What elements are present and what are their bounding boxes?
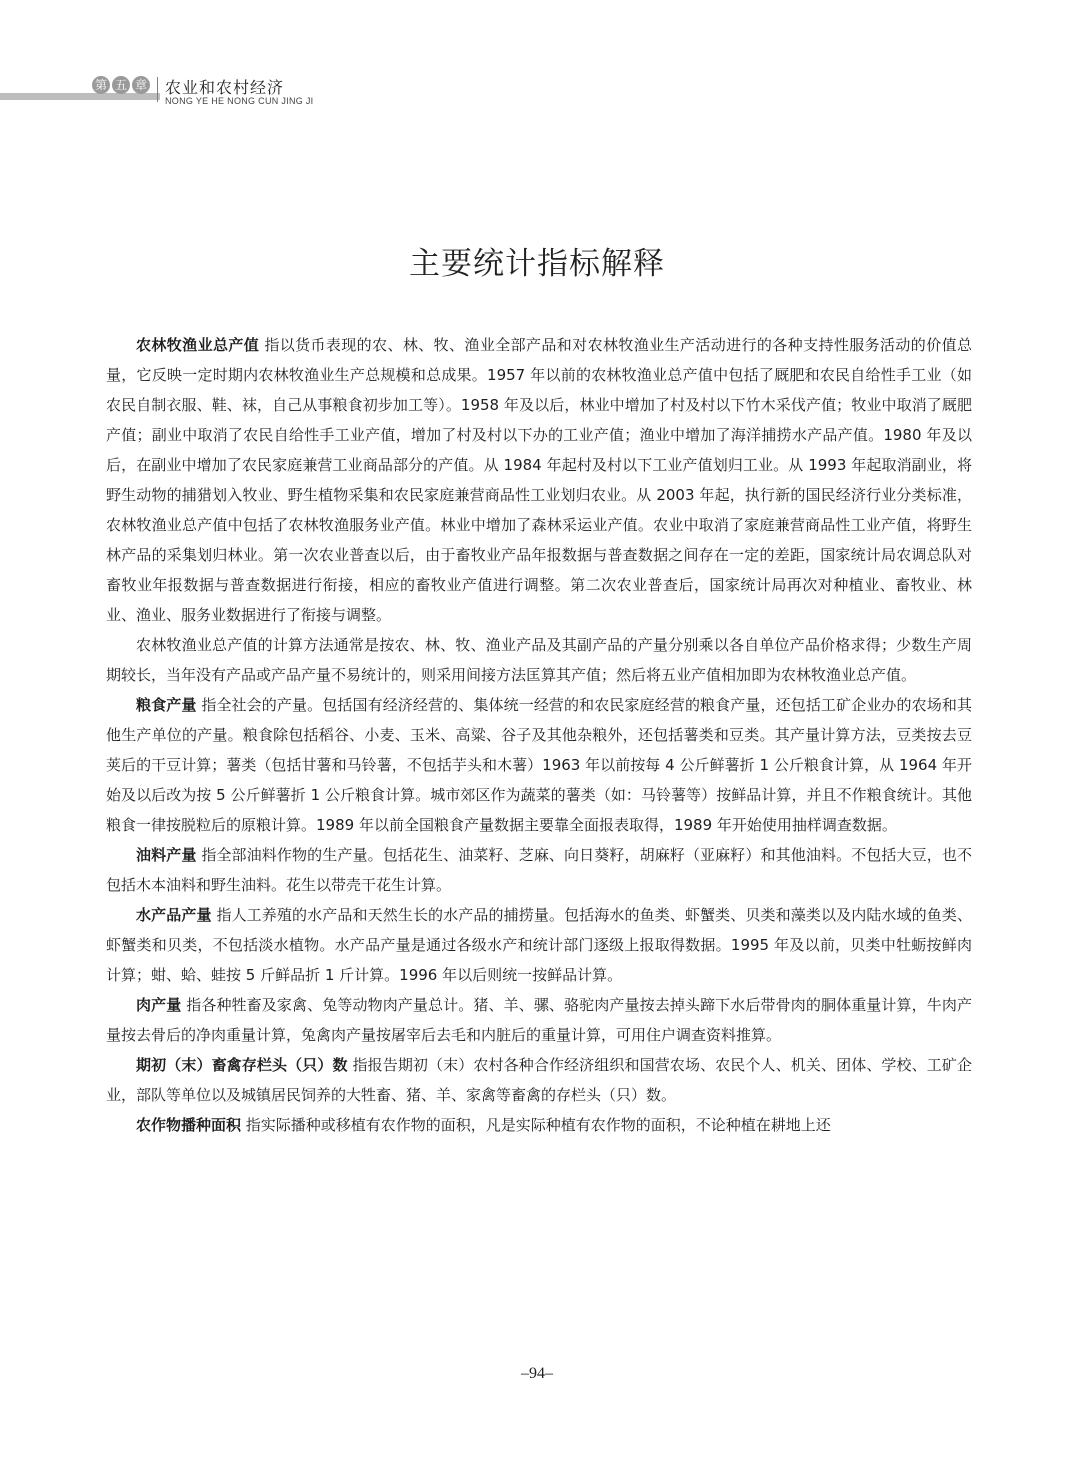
paragraph-livestock-stock <box>106 1050 972 1110</box>
paragraph-text: 指实际播种或移植有农作物的面积，凡是实际种植有农作物的面积，不论种植在耕地上还 <box>241 1116 831 1134</box>
term-label: 水产品产量 <box>136 906 212 924</box>
term-label: 农作物播种面积 <box>136 1116 242 1134</box>
page-title: 主要统计指标解释 <box>409 246 665 282</box>
term-label: 期初（末）畜禽存栏头（只）数 <box>136 1056 348 1074</box>
paragraph-text: 指全社会的产量。包括国有经济经营的、集体统一经营的和农民家庭经营的粮食产量，还包括工矿企业办的农场和其他生产单位的产量。粮食除包括稻谷、小麦、玉米、高粱、谷子及其他杂粮外，还包括薯类和豆类。其产量计算方法，豆类按去豆荚后的干豆计算；薯类（包括甘薯和马铃薯，不包括芋头和木薯）1963 年以前按每 4 公斤鲜薯折 1 公斤粮食计算，从 1964 年开始及以后改为按 5 公斤鲜薯折 1 公斤粮食计算。城市郊区作为蔬菜的薯类（如：马铃薯等）按鲜品计算，并且不作粮食统计。其他粮食一律按脱粒后的原粮计算。1989 年以前全国粮食产量数据主要靠全面报表取得，1989 年开始使用抽样调查数据。 <box>106 696 972 834</box>
paragraph-gross-output <box>106 330 972 630</box>
term-label: 粮食产量 <box>136 696 197 714</box>
chapter-char: 章 <box>132 76 150 94</box>
paragraph-text: 指各种牲畜及家禽、兔等动物肉产量总计。猪、羊、骡、骆驼肉产量按去掉头蹄下水后带骨肉的胴体重量计算，牛肉产量按去骨后的净肉重量计算，兔禽肉产量按屠宰后去毛和内脏后的重量计算，可用住户调查资料推算。 <box>106 996 972 1044</box>
paragraph-aquatic-products <box>106 900 972 990</box>
main-content <box>106 330 972 1140</box>
paragraph-oil-crops <box>106 840 972 900</box>
chapter-badge <box>92 76 150 94</box>
header-divider <box>157 77 158 102</box>
paragraph-text: 指全部油料作物的生产量。包括花生、油菜籽、芝麻、向日葵籽，胡麻籽（亚麻籽）和其他油料。不包括大豆，也不包括木本油料和野生油料。花生以带壳干花生计算。 <box>106 846 972 894</box>
paragraph-meat-output <box>106 990 972 1050</box>
chapter-char: 五 <box>112 76 130 94</box>
paragraph-text: 农林牧渔业总产值的计算方法通常是按农、林、牧、渔业产品及其副产品的产量分别乘以各自单位产品价格求得；少数生产周期较长，当年没有产品或产品产量不易统计的，则采用间接方法匡算其产值；然后将五业产值相加即为农林牧渔业总产值。 <box>106 636 972 684</box>
paragraph-calculation-method <box>106 630 972 690</box>
paragraph-sown-area <box>106 1110 972 1140</box>
page-number: –94– <box>521 1365 553 1382</box>
header-gray-bar <box>0 93 160 100</box>
chapter-char: 第 <box>92 76 110 94</box>
term-label: 油料产量 <box>136 846 197 864</box>
chapter-pinyin: NONG YE HE NONG CUN JING JI <box>165 96 314 106</box>
term-label: 农林牧渔业总产值 <box>136 336 260 354</box>
paragraph-text: 指报告期初（末）农村各种合作经济组织和国营农场、农民个人、机关、团体、学校、工矿企业，部队等单位以及城镇居民饲养的大牲畜、猪、羊、家禽等畜禽的存栏头（只）数。 <box>106 1056 972 1104</box>
paragraph-text: 指以货币表现的农、林、牧、渔业全部产品和对农林牧渔业生产活动进行的各种支持性服务活动的价值总量，它反映一定时期内农林牧渔业生产总规模和总成果。1957 年以前的农林牧渔业总产值中包括了厩肥和农民自给性手工业（如农民自制衣服、鞋、袜，自己从事粮食初步加工等）。1958 年及以后，林业中增加了村及村以下竹木采伐产值；牧业中取消了厩肥产值；副业中取消了农民自给性手工业产值，增加了村及村以下办的工业产值；渔业中增加了海洋捕捞水产品产值。1980 年及以后，在副业中增加了农民家庭兼营工业商品部分的产值。从 1984 年起村及村以下工业产值划归工业。从 1993 年起取消副业，将野生动物的捕猎划入牧业、野生植物采集和农民家庭兼营商品性工业划归农业。从 2003 年起，执行新的国民经济行业分类标准，农林牧渔业总产值中包括了农林牧渔服务业产值。林业中增加了森林采运业产值。农业中取消了家庭兼营商品性工业产值，将野生林产品的采集划归林业。第一次农业普查以后，由于畜牧业产品年报数据与普查数据之间存在一定的差距，国家统计局农调总队对畜牧业年报数据与普查数据进行衔接，相应的畜牧业产值进行调整。第二次农业普查后，国家统计局再次对种植业、畜牧业、林业、渔业、服务业数据进行了衔接与调整。 <box>106 336 972 624</box>
chapter-title: 农业和农村经济 <box>165 78 285 97</box>
term-label: 肉产量 <box>136 996 182 1014</box>
paragraph-text: 指人工养殖的水产品和天然生长的水产品的捕捞量。包括海水的鱼类、虾蟹类、贝类和藻类以及内陆水域的鱼类、虾蟹类和贝类，不包括淡水植物。水产品产量是通过各级水产和统计部门逐级上报取得数据。1995 年及以前，贝类中牡蛎按鲜肉计算；蚶、蛤、蛙按 5 斤鲜品折 1 斤计算。1996 年以后则统一按鲜品计算。 <box>106 906 972 984</box>
paragraph-grain-output <box>106 690 972 840</box>
